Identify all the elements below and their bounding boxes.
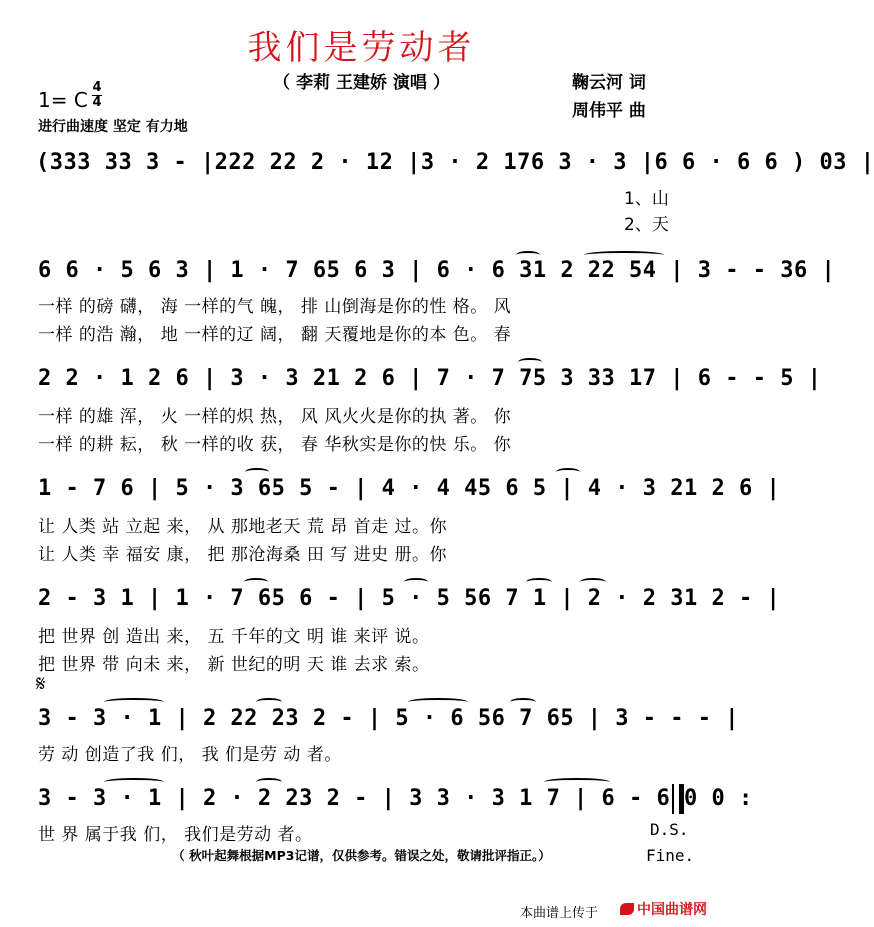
notation-row-7: 3 - 3 · 1 | 2 · 2 23 2 - | 3 3 · 3 1 7 | 6 - 6 0 0 : bbox=[38, 786, 753, 811]
site-name: 中国曲谱网 bbox=[637, 902, 707, 918]
notation-row-2: 6 6 · 5 6 3 | 1 · 7 65 6 3 | 6 · 6 31 2 22 54 | 3 - - 36 | bbox=[38, 258, 836, 283]
lyric-row-4-verse-2: 让 人类 幸 福安 康， 把 那沧海桑 田 写 进史 册。你 bbox=[38, 545, 448, 565]
slur bbox=[556, 468, 580, 476]
upload-notice: 本曲谱上传于 bbox=[520, 906, 599, 921]
fine-marking: Fine. bbox=[646, 846, 695, 865]
tie bbox=[584, 251, 664, 259]
slur bbox=[516, 251, 540, 259]
tempo-marking: 进行曲速度 坚定 有力地 bbox=[38, 119, 188, 135]
lyricist-credit: 鞠云河 词 bbox=[572, 73, 646, 93]
notation-row-4: 1 - 7 6 | 5 · 3 65 5 - | 4 · 4 45 6 5 | 4 · 3 21 2 6 | bbox=[38, 476, 781, 501]
tie bbox=[104, 778, 164, 786]
verse-1-start: 1、山 bbox=[624, 189, 669, 209]
performers: （ 李莉 王建娇 演唱 ） bbox=[273, 73, 450, 93]
slur bbox=[404, 578, 428, 586]
composer-credit: 周伟平 曲 bbox=[572, 101, 646, 121]
notation-row-3: 2 2 · 1 2 6 | 3 · 3 21 2 6 | 7 · 7 75 3 33 17 | 6 - - 5 | bbox=[38, 366, 822, 391]
key-signature: 1= C bbox=[38, 88, 88, 112]
dal-segno-marking: D.S. bbox=[650, 820, 689, 839]
lyric-row-3-verse-2: 一样 的耕 耘， 秋 一样的收 获， 春 华秋实是你的快 乐。 你 bbox=[38, 435, 512, 455]
slur bbox=[256, 778, 282, 786]
slur bbox=[245, 468, 269, 476]
lyric-row-6: 劳 动 创造了我 们， 我 们是劳 动 者。 bbox=[38, 745, 342, 765]
verse-2-start: 2、天 bbox=[624, 215, 669, 235]
lyric-row-4-verse-1: 让 人类 站 立起 来， 从 那地老天 荒 昂 首走 过。你 bbox=[38, 517, 448, 537]
lyric-row-5-verse-1: 把 世界 创 造出 来， 五 千年的文 明 谁 来评 说。 bbox=[38, 627, 430, 647]
logo-icon bbox=[620, 903, 634, 915]
lyric-row-2-verse-2: 一样 的浩 瀚， 地 一样的辽 阔， 翻 天覆地是你的本 色。 春 bbox=[38, 325, 512, 345]
slur bbox=[256, 698, 282, 706]
time-signature-top: 4 bbox=[92, 80, 102, 95]
slur bbox=[510, 698, 536, 706]
song-title: 我们是劳动者 bbox=[247, 28, 476, 68]
slur bbox=[244, 578, 268, 586]
final-repeat-barline bbox=[672, 784, 684, 814]
transcription-note: （ 秋叶起舞根据MP3记谱，仅供参考。错误之处，敬请批评指正。） bbox=[172, 848, 551, 863]
time-signature-bottom: 4 bbox=[92, 95, 102, 110]
lyric-row-2-verse-1: 一样 的磅 礴， 海 一样的气 魄， 排 山倒海是你的性 格。 风 bbox=[38, 297, 512, 317]
notation-row-1: (333 33 3 - |222 22 2 · 12 |3 · 2 176 3 · 3 |6 6 · 6 6 ) 03 | bbox=[36, 150, 874, 175]
time-signature bbox=[92, 81, 102, 110]
lyric-row-5-verse-2: 把 世界 带 向未 来， 新 世纪的明 天 谁 去求 索。 bbox=[38, 655, 430, 675]
lyric-row-7: 世 界 属于我 们， 我们是劳动 者。 bbox=[38, 825, 313, 845]
segno-sign: 𝄋 bbox=[36, 672, 46, 697]
lyric-row-3-verse-1: 一样 的雄 浑， 火 一样的炽 热， 风 风火火是你的执 著。 你 bbox=[38, 407, 512, 427]
slur bbox=[408, 698, 468, 706]
slur bbox=[526, 578, 552, 586]
slur bbox=[580, 578, 606, 586]
tie bbox=[544, 778, 610, 786]
notation-row-5: 2 - 3 1 | 1 · 7 65 6 - | 5 · 5 56 7 1 | 2 · 2 31 2 - | bbox=[38, 586, 781, 611]
site-logo[interactable] bbox=[620, 899, 707, 919]
slur bbox=[518, 358, 542, 366]
tie bbox=[104, 698, 164, 706]
notation-row-6: 3 - 3 · 1 | 2 22 23 2 - | 5 · 6 56 7 65 | 3 - - - | bbox=[38, 706, 740, 731]
